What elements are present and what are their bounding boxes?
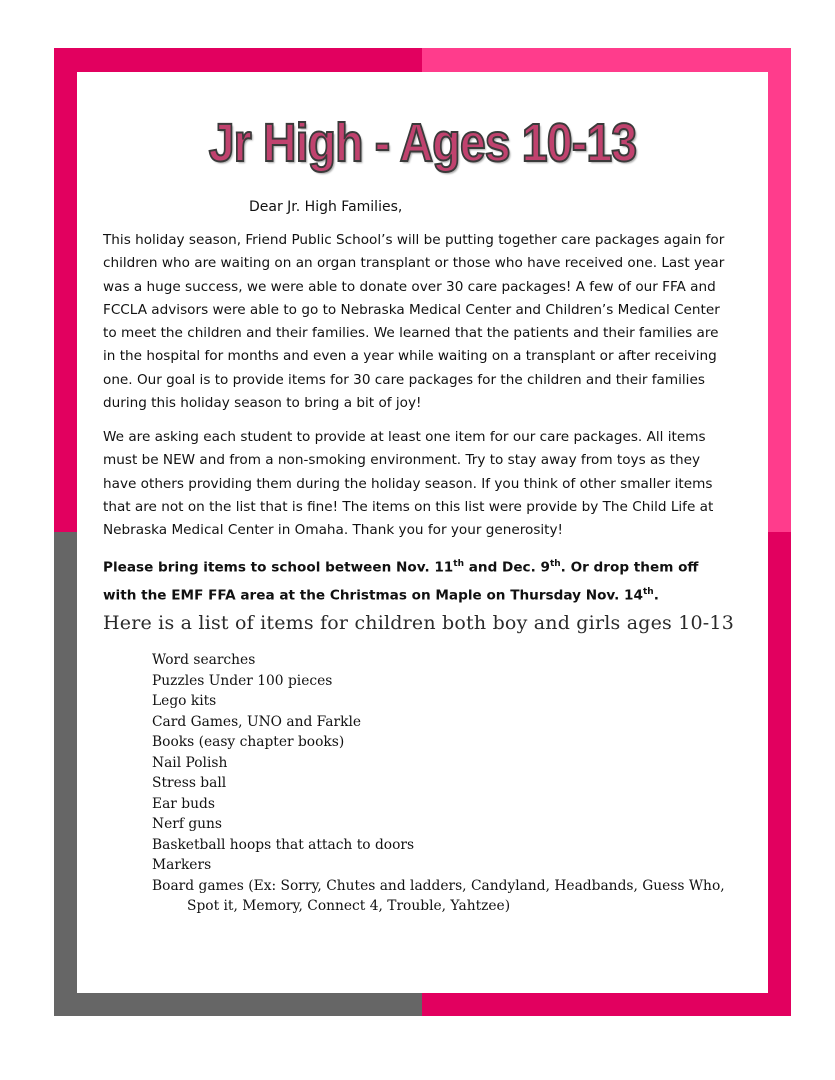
list-item: Puzzles Under 100 pieces bbox=[152, 672, 333, 689]
notice-sup-3: th bbox=[642, 586, 654, 597]
notice-sup-2: th bbox=[549, 559, 561, 569]
request-paragraph: We are asking each student to provide at least one item for our care packages. All items must be NEW and from a non-smoking environment. Try to stay away from toys as they have others providing them during the holiday season. If you think of other smaller items that are not on the list that is fine! The items on this list were provide by The Child Life at Nebraska Medical Center in Omaha. Thank you for your generosity! bbox=[103, 429, 714, 539]
list-item: Nerf guns bbox=[152, 816, 223, 832]
notice-text-1: Please bring items to school between Nov. 11 bbox=[103, 559, 454, 576]
list-item: Word searches bbox=[152, 652, 256, 668]
flyer-page bbox=[77, 72, 768, 993]
list-item: Lego kits bbox=[152, 693, 217, 709]
intro-paragraph: This holiday season, Friend Public School’s will be putting together care packages again for children who are waiting on an organ transplant or those who have received one. Last year was a huge success, we were able to donate over 30 care packages! A few of our FFA and FCCLA advisors were able to go to Nebraska Medical Center and Children’s Medical Center to meet the children and their families. We learned that the patients and their families are in the hospital for months and even a year while waiting on a transplant or after receiving one. Our goal is to provide items for 30 care packages for the children and their families during this holiday season to bring a bit of joy! bbox=[103, 232, 725, 412]
list-item: Markers bbox=[152, 857, 212, 873]
list-item: Card Games, UNO and Farkle bbox=[152, 713, 362, 730]
list-item: Nail Polish bbox=[152, 754, 228, 771]
list-item: Books (easy chapter books) bbox=[152, 734, 345, 750]
notice-text-4: . bbox=[653, 587, 659, 604]
dropoff-notice bbox=[103, 552, 733, 607]
list-item: Basketball hoops that attach to doors bbox=[152, 836, 415, 853]
item-list bbox=[152, 650, 742, 917]
list-heading: Here is a list of items for children both boy and girls ages 10-13 bbox=[103, 612, 734, 634]
list-item: Board games (Ex: Sorry, Chutes and ladders, Candyland, Headbands, Guess Who, Spot it, Memory, Connect 4, Trouble, Yahtzee) bbox=[152, 877, 725, 914]
list-item: Ear buds bbox=[152, 795, 215, 812]
notice-sup-1: th bbox=[453, 559, 464, 569]
greeting: Dear Jr. High Families, bbox=[249, 199, 403, 215]
flyer-title: Jr High - Ages 10-13 bbox=[208, 113, 637, 173]
notice-text-3: . Or drop them off with the EMF FFA area at the Christmas on Maple on Thursday Nov. 14 bbox=[103, 559, 699, 604]
list-item: Stress ball bbox=[152, 775, 227, 791]
notice-text-2: and Dec. 9 bbox=[463, 559, 550, 576]
